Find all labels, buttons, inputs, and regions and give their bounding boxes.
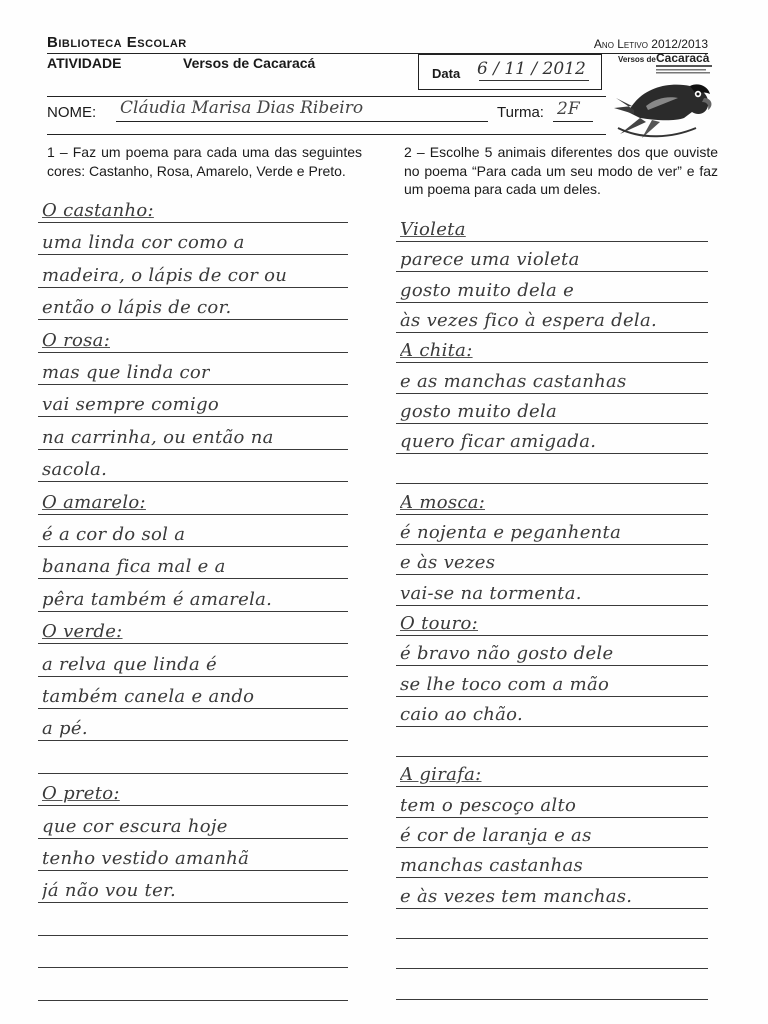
- ruled-line: [396, 271, 708, 272]
- ruled-line: [396, 423, 708, 424]
- activity-title: Versos de Cacaracá: [183, 55, 316, 71]
- ruled-line: [38, 222, 348, 223]
- ruled-line: [396, 605, 708, 606]
- poem-line: é bravo não gosto dele: [400, 643, 614, 665]
- date-value: 6 / 11 / 2012: [477, 59, 586, 79]
- poem-line: às vezes fico à espera dela.: [400, 309, 658, 331]
- poem-line: vai sempre comigo: [42, 394, 220, 416]
- ruled-line: [38, 676, 348, 677]
- date-box: [418, 54, 602, 90]
- class-label: Turma:: [497, 104, 544, 121]
- poem-line: banana fica mal e a: [42, 556, 226, 578]
- ruled-line: [396, 908, 708, 909]
- ruled-line: [396, 968, 708, 969]
- name-label: NOME:: [47, 104, 97, 121]
- ruled-line: [38, 870, 348, 871]
- poem-line: parece uma violeta: [400, 249, 580, 271]
- ruled-line: [396, 756, 708, 757]
- poem-line: mas que linda cor: [42, 362, 210, 383]
- ruled-line: [396, 726, 708, 727]
- poem-line: quero ficar amigada.: [400, 431, 597, 453]
- poem-line: vai-se na tormenta.: [400, 582, 582, 604]
- question-1: 1 – Faz um poema para cada uma das seguintes cores: Castanho, Rosa, Amarelo, Verde e Preto.: [47, 144, 362, 179]
- poem-title: O touro:: [400, 612, 479, 634]
- date-label: Data: [432, 66, 461, 81]
- name-value: Cláudia Marisa Dias Ribeiro: [120, 98, 364, 118]
- ruled-line: [38, 611, 348, 612]
- poem-title: O rosa:: [42, 329, 111, 351]
- ruled-line: [38, 416, 348, 417]
- ruled-line: [38, 773, 348, 774]
- class-value: 2F: [557, 99, 580, 119]
- poem-line: uma linda cor como a: [42, 232, 245, 254]
- ruled-line: [38, 546, 348, 547]
- ruled-line: [396, 453, 708, 454]
- poem-line: e às vezes tem manchas.: [400, 885, 633, 907]
- name-bottom-rule: [47, 134, 606, 135]
- poem-line: tem o pescoço alto: [400, 794, 577, 816]
- ruled-line: [38, 319, 348, 320]
- poem-title: O verde:: [42, 621, 123, 643]
- activity-label: ATIVIDADE: [47, 55, 122, 71]
- poem-title: O preto:: [42, 783, 120, 805]
- parrot-logo-icon: [612, 48, 716, 140]
- poem-title: A chita:: [400, 340, 473, 362]
- ruled-line: [396, 302, 708, 303]
- poem-line: caio ao chão.: [400, 703, 523, 725]
- ruled-line: [396, 514, 708, 515]
- ruled-line: [38, 643, 348, 644]
- school-name: Biblioteca Escolar: [47, 34, 187, 51]
- ruled-line: [396, 241, 708, 242]
- ruled-line: [396, 362, 708, 363]
- ruled-line: [396, 483, 708, 484]
- header-divider: [47, 53, 708, 54]
- ruled-line: [38, 481, 348, 482]
- ruled-line: [396, 574, 708, 575]
- poem-title: A mosca:: [400, 491, 486, 513]
- poem-line: já não vou ter.: [42, 880, 176, 902]
- name-underline: [116, 121, 488, 122]
- ruled-line: [396, 665, 708, 666]
- ruled-line: [396, 877, 708, 878]
- poem-line: manchas castanhas: [400, 855, 584, 877]
- poem-line: é a cor do sol a: [42, 524, 186, 545]
- date-underline: [479, 80, 589, 81]
- poem-title: A girafa:: [400, 764, 482, 786]
- ruled-line: [38, 1000, 348, 1001]
- ruled-line: [38, 708, 348, 709]
- ruled-line: [396, 999, 708, 1000]
- ruled-line: [396, 544, 708, 545]
- ruled-line: [396, 847, 708, 848]
- ruled-line: [38, 935, 348, 936]
- ruled-line: [396, 332, 708, 333]
- poem-title: Violeta: [400, 219, 466, 240]
- svg-text:Versos de: Versos de: [618, 55, 656, 64]
- ruled-line: [396, 786, 708, 787]
- ruled-line: [38, 254, 348, 255]
- poem-title: O castanho:: [42, 200, 154, 221]
- ruled-line: [396, 938, 708, 939]
- poem-line: gosto muito dela e: [400, 279, 575, 301]
- ruled-line: [38, 902, 348, 903]
- name-top-rule: [47, 96, 606, 97]
- poem-line: madeira, o lápis de cor ou: [42, 264, 288, 286]
- ruled-line: [38, 514, 348, 515]
- class-underline: [553, 121, 593, 122]
- ruled-line: [38, 287, 348, 288]
- ruled-line: [38, 578, 348, 579]
- poem-line: se lhe toco com a mão: [400, 673, 610, 695]
- poem-line: que cor escura hoje: [42, 815, 228, 837]
- ruled-line: [396, 393, 708, 394]
- poem-line: tenho vestido amanhã: [42, 848, 250, 869]
- poem-line: gosto muito dela: [400, 400, 558, 422]
- ruled-line: [396, 635, 708, 636]
- school-year: Ano Letivo 2012/2013: [593, 37, 708, 51]
- ruled-line: [38, 384, 348, 385]
- ruled-line: [396, 817, 708, 818]
- poem-line: sacola.: [42, 459, 108, 481]
- ruled-line: [38, 838, 348, 839]
- poem-line: e às vezes: [400, 552, 496, 574]
- poem-line: então o lápis de cor.: [42, 297, 232, 319]
- poem-line: e as manchas castanhas: [400, 370, 627, 392]
- poem-line: a pé.: [42, 718, 88, 740]
- poem-line: também canela e ando: [42, 686, 255, 707]
- ruled-line: [396, 696, 708, 697]
- poem-line: a relva que linda é: [42, 653, 218, 675]
- poem-line: é nojenta e peganhenta: [400, 522, 622, 543]
- poem-line: é cor de laranja e as: [400, 825, 592, 846]
- poem-line: pêra também é amarela.: [42, 588, 273, 610]
- poem-title: O amarelo:: [42, 491, 146, 513]
- question-2: 2 – Escolhe 5 animais diferentes dos que ouviste no poema “Para cada um seu modo de ver” e faz um poema para cada um deles.: [404, 144, 718, 197]
- ruled-line: [38, 740, 348, 741]
- ruled-line: [38, 449, 348, 450]
- ruled-line: [38, 967, 348, 968]
- versos-de-cacaraca-logo: [612, 48, 716, 140]
- ruled-line: [38, 805, 348, 806]
- svg-text:Cacaracá: Cacaracá: [656, 51, 710, 65]
- poem-line: na carrinha, ou então na: [42, 426, 274, 448]
- ruled-line: [38, 352, 348, 353]
